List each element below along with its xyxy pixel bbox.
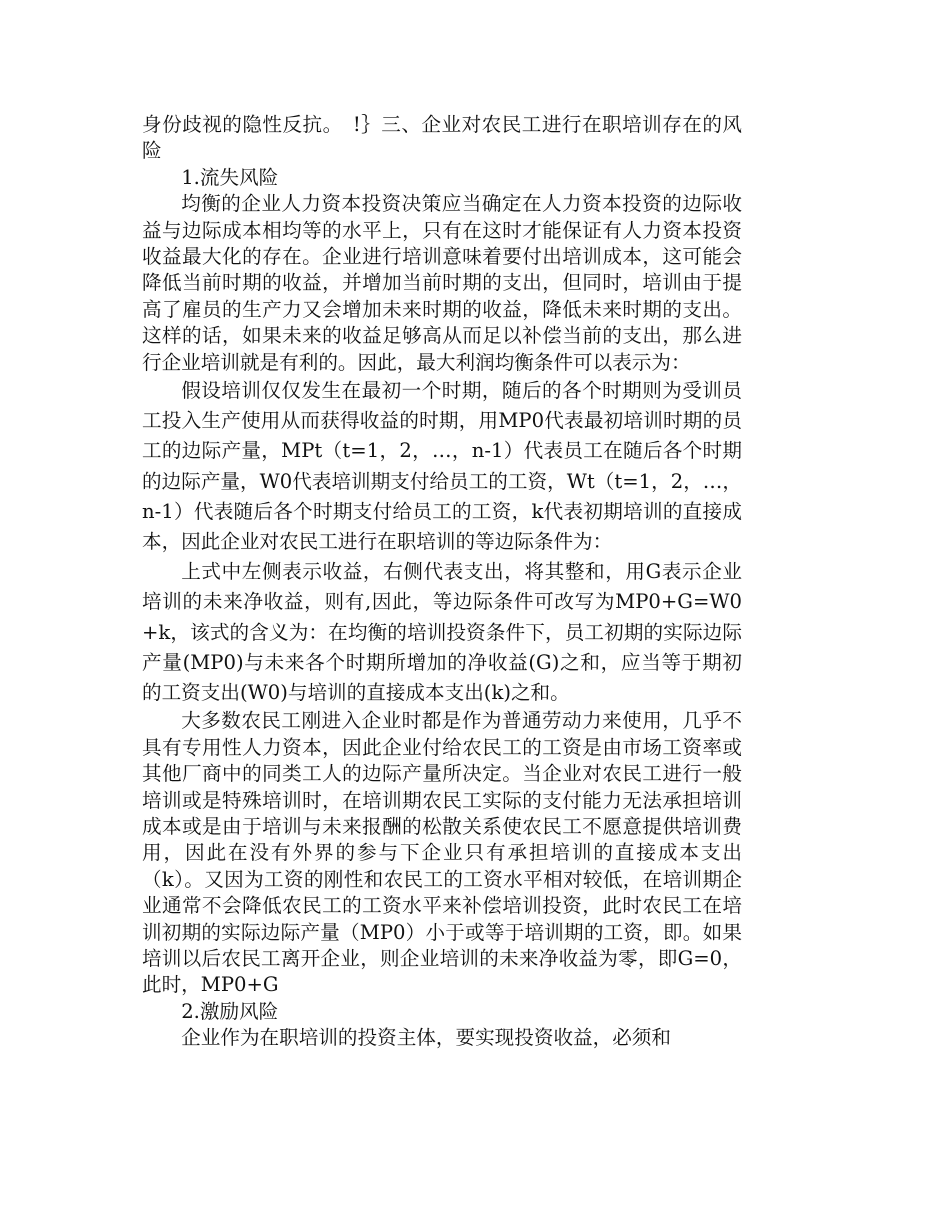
section-heading-turnover-risk: 1.流失风险 xyxy=(181,165,279,189)
paragraph-migrant-workers: 大多数农民工刚进入企业时都是作为普通劳动力来使用，几乎不具有专用性人力资本，因此企业付给农民工的工资是由市场工资率或其他厂商中的同类工人的边际产量所决定。当企业对农民工进行一般培训或是特殊培训时，在培训期农民工实际的支付能力无法承担培训成本或是由于培训与未来报酬的松散关系使农民工不愿意提供培训费用，因此在没有外界的参与下企业只有承担培训的直接成本支出（k）。又因为工资的刚性和农民工的工资水平相对较低，在培训期企业通常不会降低农民工的工资水平来补偿培训投资，此时农民工在培训初期的实际边际产量（MP0）小于或等于培训期的工资，即。如果培训以后农民工离开企业，则企业培训的未来净收益为零，即G=0，此时，MP0+G xyxy=(142,709,742,997)
document-page xyxy=(142,112,742,1052)
paragraph-formula: 上式中左侧表示收益，右侧代表支出，将其整和，用G表示企业培训的未来净收益，则有,因此，等边际条件可改写为MP0+G=W0+k，该式的含义为：在均衡的培训投资条件下，员工初期的实际边际产量(MP0)与未来各个时期所增加的净收益(G)之和，应当等于期初的工资支出(W0)与培训的直接成本支出(k)之和。 xyxy=(142,560,742,705)
paragraph-assumption: 假设培训仅仅发生在最初一个时期，随后的各个时期则为受训员工投入生产使用从而获得收益的时期，用MP0代表最初培训时期的员工的边际产量，MPt（t=1，2，…，n-1）代表员工在随后各个时期的边际产量，W0代表培训期支付给员工的工资，Wt（t=1，2，…，n-1）代表随后各个时期支付给员工的工资，k代表初期培训的直接成本，因此企业对农民工进行在职培训的等边际条件为： xyxy=(142,379,742,554)
paragraph-investment-subject: 企业作为在职培训的投资主体，要实现投资收益，必须和 xyxy=(181,1026,672,1050)
paragraph-equilibrium: 均衡的企业人力资本投资决策应当确定在人力资本投资的边际收益与边际成本相均等的水平上，只有在这时才能保证有人力资本投资收益最大化的存在。企业进行培训意味着要付出培训成本，这可能会降低当前时期的收益，并增加当前时期的支出，但同时，培训由于提高了雇员的生产力又会增加未来时期的收益，降低未来时期的支出。这样的话，如果未来的收益足够高从而足以补偿当前的支出，那么进行企业培训就是有利的。因此，最大利润均衡条件可以表示为： xyxy=(142,192,742,374)
intro-paragraph: 身份歧视的隐性反抗。 !｝三、企业对农民工进行在职培训存在的风险 xyxy=(142,113,742,163)
section-heading-incentive-risk: 2.激励风险 xyxy=(181,999,279,1023)
